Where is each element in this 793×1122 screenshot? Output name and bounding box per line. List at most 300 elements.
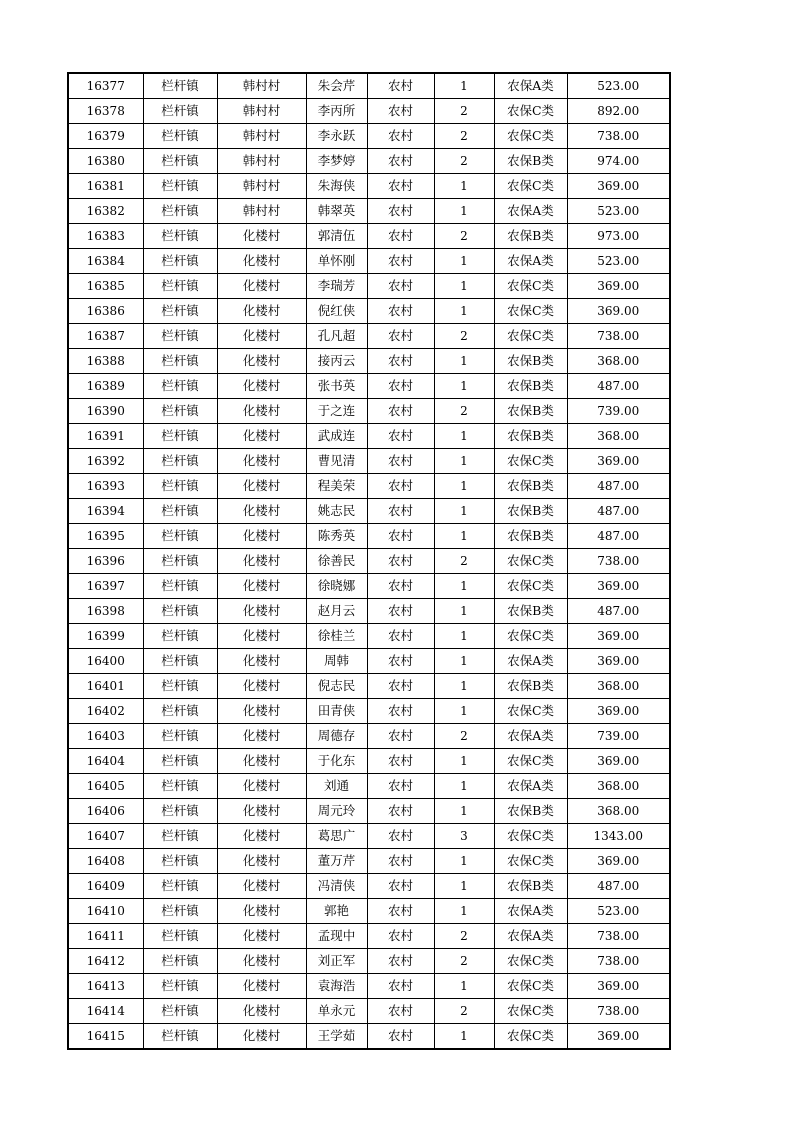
household-type-cell: 农村: [367, 374, 434, 399]
serial-number-cell: 16403: [68, 724, 143, 749]
name-cell: 周德存: [306, 724, 367, 749]
table-row: [68, 624, 670, 649]
town-cell: 栏杆镇: [143, 99, 217, 124]
amount-cell: 738.00: [567, 924, 670, 949]
name-cell: 冯清侠: [306, 874, 367, 899]
people-count-cell: 1: [434, 899, 494, 924]
town-cell: 栏杆镇: [143, 349, 217, 374]
town-cell: 栏杆镇: [143, 249, 217, 274]
table-row: [68, 974, 670, 999]
village-cell: 化楼村: [217, 224, 306, 249]
category-cell: 农保C类: [494, 699, 567, 724]
category-cell: 农保C类: [494, 974, 567, 999]
table-row: [68, 474, 670, 499]
village-cell: 化楼村: [217, 799, 306, 824]
amount-cell: 369.00: [567, 699, 670, 724]
town-cell: 栏杆镇: [143, 149, 217, 174]
name-cell: 接丙云: [306, 349, 367, 374]
table-row: [68, 674, 670, 699]
table-row: [68, 499, 670, 524]
village-cell: 化楼村: [217, 699, 306, 724]
serial-number-cell: 16405: [68, 774, 143, 799]
amount-cell: 892.00: [567, 99, 670, 124]
household-type-cell: 农村: [367, 124, 434, 149]
amount-cell: 1343.00: [567, 824, 670, 849]
household-type-cell: 农村: [367, 224, 434, 249]
category-cell: 农保C类: [494, 299, 567, 324]
name-cell: 于之连: [306, 399, 367, 424]
village-cell: 化楼村: [217, 949, 306, 974]
village-cell: 化楼村: [217, 649, 306, 674]
household-type-cell: 农村: [367, 749, 434, 774]
category-cell: 农保A类: [494, 899, 567, 924]
table-row: [68, 449, 670, 474]
category-cell: 农保B类: [494, 599, 567, 624]
amount-cell: 974.00: [567, 149, 670, 174]
village-cell: 化楼村: [217, 999, 306, 1024]
amount-cell: 738.00: [567, 324, 670, 349]
category-cell: 农保A类: [494, 774, 567, 799]
category-cell: 农保B类: [494, 874, 567, 899]
amount-cell: 487.00: [567, 524, 670, 549]
town-cell: 栏杆镇: [143, 1024, 217, 1050]
household-type-cell: 农村: [367, 199, 434, 224]
category-cell: 农保B类: [494, 349, 567, 374]
amount-cell: 368.00: [567, 774, 670, 799]
name-cell: 孔凡超: [306, 324, 367, 349]
town-cell: 栏杆镇: [143, 399, 217, 424]
town-cell: 栏杆镇: [143, 124, 217, 149]
household-type-cell: 农村: [367, 549, 434, 574]
serial-number-cell: 16399: [68, 624, 143, 649]
category-cell: 农保C类: [494, 824, 567, 849]
town-cell: 栏杆镇: [143, 524, 217, 549]
category-cell: 农保C类: [494, 749, 567, 774]
household-type-cell: 农村: [367, 174, 434, 199]
people-count-cell: 1: [434, 1024, 494, 1050]
people-count-cell: 1: [434, 699, 494, 724]
category-cell: 农保A类: [494, 199, 567, 224]
category-cell: 农保B类: [494, 674, 567, 699]
household-type-cell: 农村: [367, 499, 434, 524]
name-cell: 朱海侠: [306, 174, 367, 199]
name-cell: 徐善民: [306, 549, 367, 574]
people-count-cell: 1: [434, 849, 494, 874]
amount-cell: 369.00: [567, 449, 670, 474]
people-count-cell: 1: [434, 424, 494, 449]
serial-number-cell: 16410: [68, 899, 143, 924]
people-count-cell: 2: [434, 124, 494, 149]
people-count-cell: 1: [434, 749, 494, 774]
category-cell: 农保C类: [494, 1024, 567, 1050]
amount-cell: 973.00: [567, 224, 670, 249]
category-cell: 农保B类: [494, 399, 567, 424]
town-cell: 栏杆镇: [143, 549, 217, 574]
amount-cell: 368.00: [567, 349, 670, 374]
table-row: [68, 824, 670, 849]
village-cell: 化楼村: [217, 374, 306, 399]
category-cell: 农保A类: [494, 249, 567, 274]
people-count-cell: 2: [434, 924, 494, 949]
people-count-cell: 1: [434, 199, 494, 224]
table-row: [68, 99, 670, 124]
village-cell: 化楼村: [217, 349, 306, 374]
serial-number-cell: 16411: [68, 924, 143, 949]
people-count-cell: 1: [434, 649, 494, 674]
amount-cell: 738.00: [567, 124, 670, 149]
town-cell: 栏杆镇: [143, 599, 217, 624]
amount-cell: 523.00: [567, 199, 670, 224]
amount-cell: 368.00: [567, 424, 670, 449]
household-type-cell: 农村: [367, 799, 434, 824]
people-count-cell: 1: [434, 624, 494, 649]
table-row: [68, 874, 670, 899]
serial-number-cell: 16386: [68, 299, 143, 324]
household-type-cell: 农村: [367, 849, 434, 874]
people-count-cell: 1: [434, 299, 494, 324]
town-cell: 栏杆镇: [143, 224, 217, 249]
amount-cell: 368.00: [567, 799, 670, 824]
town-cell: 栏杆镇: [143, 924, 217, 949]
amount-cell: 369.00: [567, 624, 670, 649]
village-cell: 韩村村: [217, 149, 306, 174]
serial-number-cell: 16407: [68, 824, 143, 849]
name-cell: 徐桂兰: [306, 624, 367, 649]
people-count-cell: 1: [434, 774, 494, 799]
table-row: [68, 73, 670, 99]
category-cell: 农保B类: [494, 499, 567, 524]
serial-number-cell: 16413: [68, 974, 143, 999]
town-cell: 栏杆镇: [143, 474, 217, 499]
household-type-cell: 农村: [367, 474, 434, 499]
village-cell: 化楼村: [217, 899, 306, 924]
amount-cell: 368.00: [567, 674, 670, 699]
name-cell: 单永元: [306, 999, 367, 1024]
category-cell: 农保C类: [494, 574, 567, 599]
amount-cell: 369.00: [567, 299, 670, 324]
amount-cell: 487.00: [567, 374, 670, 399]
people-count-cell: 1: [434, 349, 494, 374]
name-cell: 葛思广: [306, 824, 367, 849]
serial-number-cell: 16406: [68, 799, 143, 824]
people-count-cell: 2: [434, 999, 494, 1024]
serial-number-cell: 16387: [68, 324, 143, 349]
serial-number-cell: 16402: [68, 699, 143, 724]
name-cell: 周元玲: [306, 799, 367, 824]
town-cell: 栏杆镇: [143, 449, 217, 474]
household-type-cell: 农村: [367, 399, 434, 424]
household-type-cell: 农村: [367, 524, 434, 549]
amount-cell: 369.00: [567, 849, 670, 874]
village-cell: 化楼村: [217, 874, 306, 899]
amount-cell: 369.00: [567, 974, 670, 999]
village-cell: 化楼村: [217, 524, 306, 549]
table-row: [68, 524, 670, 549]
table-row: [68, 849, 670, 874]
town-cell: 栏杆镇: [143, 774, 217, 799]
town-cell: 栏杆镇: [143, 424, 217, 449]
table-row: [68, 999, 670, 1024]
name-cell: 刘通: [306, 774, 367, 799]
name-cell: 单怀刚: [306, 249, 367, 274]
category-cell: 农保C类: [494, 849, 567, 874]
data-table: [67, 72, 671, 1050]
town-cell: 栏杆镇: [143, 174, 217, 199]
people-count-cell: 2: [434, 99, 494, 124]
serial-number-cell: 16383: [68, 224, 143, 249]
village-cell: 化楼村: [217, 324, 306, 349]
amount-cell: 369.00: [567, 649, 670, 674]
household-type-cell: 农村: [367, 449, 434, 474]
amount-cell: 523.00: [567, 249, 670, 274]
category-cell: 农保A类: [494, 73, 567, 99]
name-cell: 徐晓娜: [306, 574, 367, 599]
serial-number-cell: 16400: [68, 649, 143, 674]
table-row: [68, 599, 670, 624]
serial-number-cell: 16393: [68, 474, 143, 499]
serial-number-cell: 16378: [68, 99, 143, 124]
name-cell: 倪志民: [306, 674, 367, 699]
household-type-cell: 农村: [367, 874, 434, 899]
serial-number-cell: 16389: [68, 374, 143, 399]
town-cell: 栏杆镇: [143, 199, 217, 224]
table-row: [68, 424, 670, 449]
people-count-cell: 2: [434, 149, 494, 174]
people-count-cell: 1: [434, 449, 494, 474]
people-count-cell: 1: [434, 974, 494, 999]
category-cell: 农保C类: [494, 624, 567, 649]
village-cell: 化楼村: [217, 624, 306, 649]
category-cell: 农保A类: [494, 649, 567, 674]
people-count-cell: 1: [434, 524, 494, 549]
village-cell: 化楼村: [217, 399, 306, 424]
table-row: [68, 1024, 670, 1050]
town-cell: 栏杆镇: [143, 974, 217, 999]
name-cell: 王学茹: [306, 1024, 367, 1050]
serial-number-cell: 16408: [68, 849, 143, 874]
table-row: [68, 724, 670, 749]
serial-number-cell: 16412: [68, 949, 143, 974]
village-cell: 化楼村: [217, 774, 306, 799]
village-cell: 化楼村: [217, 249, 306, 274]
town-cell: 栏杆镇: [143, 874, 217, 899]
town-cell: 栏杆镇: [143, 624, 217, 649]
household-type-cell: 农村: [367, 274, 434, 299]
people-count-cell: 1: [434, 599, 494, 624]
table-row: [68, 399, 670, 424]
table-row: [68, 124, 670, 149]
amount-cell: 369.00: [567, 574, 670, 599]
village-cell: 化楼村: [217, 824, 306, 849]
amount-cell: 739.00: [567, 724, 670, 749]
household-type-cell: 农村: [367, 949, 434, 974]
category-cell: 农保B类: [494, 424, 567, 449]
town-cell: 栏杆镇: [143, 999, 217, 1024]
household-type-cell: 农村: [367, 774, 434, 799]
serial-number-cell: 16401: [68, 674, 143, 699]
category-cell: 农保C类: [494, 949, 567, 974]
serial-number-cell: 16415: [68, 1024, 143, 1050]
amount-cell: 487.00: [567, 499, 670, 524]
name-cell: 程美荣: [306, 474, 367, 499]
amount-cell: 523.00: [567, 73, 670, 99]
table-row: [68, 274, 670, 299]
people-count-cell: 1: [434, 574, 494, 599]
name-cell: 武成连: [306, 424, 367, 449]
serial-number-cell: 16381: [68, 174, 143, 199]
town-cell: 栏杆镇: [143, 73, 217, 99]
amount-cell: 739.00: [567, 399, 670, 424]
town-cell: 栏杆镇: [143, 749, 217, 774]
household-type-cell: 农村: [367, 974, 434, 999]
town-cell: 栏杆镇: [143, 949, 217, 974]
people-count-cell: 1: [434, 73, 494, 99]
serial-number-cell: 16390: [68, 399, 143, 424]
household-type-cell: 农村: [367, 324, 434, 349]
village-cell: 化楼村: [217, 574, 306, 599]
category-cell: 农保B类: [494, 224, 567, 249]
people-count-cell: 1: [434, 174, 494, 199]
town-cell: 栏杆镇: [143, 324, 217, 349]
town-cell: 栏杆镇: [143, 699, 217, 724]
table-row: [68, 699, 670, 724]
serial-number-cell: 16409: [68, 874, 143, 899]
category-cell: 农保C类: [494, 449, 567, 474]
household-type-cell: 农村: [367, 73, 434, 99]
people-count-cell: 1: [434, 674, 494, 699]
serial-number-cell: 16384: [68, 249, 143, 274]
household-type-cell: 农村: [367, 574, 434, 599]
village-cell: 化楼村: [217, 549, 306, 574]
household-type-cell: 农村: [367, 424, 434, 449]
town-cell: 栏杆镇: [143, 299, 217, 324]
village-cell: 化楼村: [217, 1024, 306, 1050]
name-cell: 李梦婷: [306, 149, 367, 174]
name-cell: 周韩: [306, 649, 367, 674]
table-row: [68, 324, 670, 349]
table-row: [68, 924, 670, 949]
village-cell: 化楼村: [217, 499, 306, 524]
category-cell: 农保B类: [494, 799, 567, 824]
category-cell: 农保B类: [494, 149, 567, 174]
town-cell: 栏杆镇: [143, 799, 217, 824]
amount-cell: 369.00: [567, 274, 670, 299]
household-type-cell: 农村: [367, 349, 434, 374]
town-cell: 栏杆镇: [143, 574, 217, 599]
category-cell: 农保B类: [494, 374, 567, 399]
amount-cell: 369.00: [567, 1024, 670, 1050]
town-cell: 栏杆镇: [143, 899, 217, 924]
household-type-cell: 农村: [367, 649, 434, 674]
people-count-cell: 1: [434, 249, 494, 274]
village-cell: 化楼村: [217, 924, 306, 949]
table-row: [68, 174, 670, 199]
name-cell: 孟现中: [306, 924, 367, 949]
amount-cell: 487.00: [567, 474, 670, 499]
name-cell: 陈秀英: [306, 524, 367, 549]
village-cell: 化楼村: [217, 274, 306, 299]
name-cell: 田青侠: [306, 699, 367, 724]
table-row: [68, 949, 670, 974]
amount-cell: 738.00: [567, 999, 670, 1024]
household-type-cell: 农村: [367, 299, 434, 324]
household-type-cell: 农村: [367, 249, 434, 274]
serial-number-cell: 16414: [68, 999, 143, 1024]
name-cell: 张书英: [306, 374, 367, 399]
household-type-cell: 农村: [367, 699, 434, 724]
name-cell: 姚志民: [306, 499, 367, 524]
name-cell: 赵月云: [306, 599, 367, 624]
serial-number-cell: 16394: [68, 499, 143, 524]
town-cell: 栏杆镇: [143, 674, 217, 699]
town-cell: 栏杆镇: [143, 274, 217, 299]
household-type-cell: 农村: [367, 624, 434, 649]
household-type-cell: 农村: [367, 899, 434, 924]
serial-number-cell: 16396: [68, 549, 143, 574]
village-cell: 韩村村: [217, 73, 306, 99]
name-cell: 刘正军: [306, 949, 367, 974]
serial-number-cell: 16404: [68, 749, 143, 774]
household-type-cell: 农村: [367, 99, 434, 124]
village-cell: 韩村村: [217, 199, 306, 224]
amount-cell: 487.00: [567, 599, 670, 624]
category-cell: 农保B类: [494, 474, 567, 499]
village-cell: 化楼村: [217, 724, 306, 749]
table-row: [68, 249, 670, 274]
name-cell: 李丙所: [306, 99, 367, 124]
people-count-cell: 2: [434, 549, 494, 574]
village-cell: 化楼村: [217, 599, 306, 624]
serial-number-cell: 16377: [68, 73, 143, 99]
category-cell: 农保A类: [494, 924, 567, 949]
name-cell: 李瑞芳: [306, 274, 367, 299]
village-cell: 化楼村: [217, 749, 306, 774]
town-cell: 栏杆镇: [143, 724, 217, 749]
serial-number-cell: 16391: [68, 424, 143, 449]
table-row: [68, 749, 670, 774]
table-body: [68, 73, 670, 1049]
name-cell: 郭艳: [306, 899, 367, 924]
town-cell: 栏杆镇: [143, 649, 217, 674]
category-cell: 农保C类: [494, 174, 567, 199]
table-row: [68, 549, 670, 574]
table-row: [68, 374, 670, 399]
people-count-cell: 1: [434, 499, 494, 524]
serial-number-cell: 16379: [68, 124, 143, 149]
amount-cell: 523.00: [567, 899, 670, 924]
serial-number-cell: 16392: [68, 449, 143, 474]
amount-cell: 487.00: [567, 874, 670, 899]
household-type-cell: 农村: [367, 149, 434, 174]
village-cell: 化楼村: [217, 449, 306, 474]
table-row: [68, 774, 670, 799]
amount-cell: 738.00: [567, 949, 670, 974]
table-row: [68, 799, 670, 824]
table-row: [68, 899, 670, 924]
category-cell: 农保C类: [494, 99, 567, 124]
category-cell: 农保B类: [494, 524, 567, 549]
serial-number-cell: 16382: [68, 199, 143, 224]
village-cell: 韩村村: [217, 99, 306, 124]
town-cell: 栏杆镇: [143, 374, 217, 399]
people-count-cell: 2: [434, 724, 494, 749]
town-cell: 栏杆镇: [143, 499, 217, 524]
serial-number-cell: 16397: [68, 574, 143, 599]
household-type-cell: 农村: [367, 824, 434, 849]
amount-cell: 369.00: [567, 174, 670, 199]
name-cell: 于化东: [306, 749, 367, 774]
table-row: [68, 649, 670, 674]
